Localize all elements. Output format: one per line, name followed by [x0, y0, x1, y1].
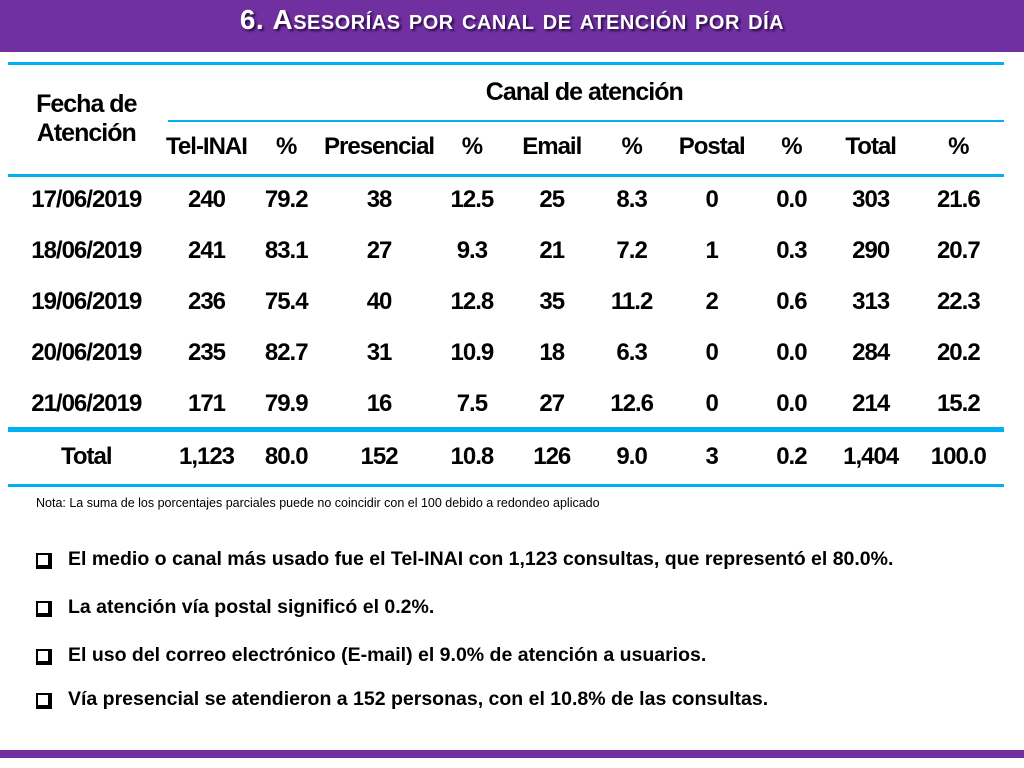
bullet-item [36, 596, 434, 619]
column-header: % [276, 133, 297, 160]
table-cell: 9.0 [616, 443, 647, 470]
table-cell: 40 [366, 287, 392, 315]
bullet-text: El uso del correo electrónico (E-mail) el 9.0% de atención a usuarios. [68, 644, 707, 666]
table-cell: 35 [539, 287, 565, 315]
table-cell: 0.6 [776, 287, 807, 315]
table-cell: 8.3 [616, 185, 647, 213]
table-cell: 22.3 [936, 287, 980, 315]
bullet-text: La atención vía postal significó el 0.2%. [68, 596, 435, 618]
date-cell: 17/06/2019 [31, 185, 142, 213]
page-title [0, 4, 1024, 36]
table-cell: 2 [705, 287, 718, 315]
table-cell: 38 [366, 185, 392, 213]
table-row [8, 174, 1004, 225]
date-column-header: Fecha de Atención [36, 90, 137, 147]
bullet-text: El medio o canal más usado fue el Tel-INAI con 1,123 consultas, que representó el 80.0%. [68, 548, 894, 570]
table-cell: Total [61, 443, 112, 470]
table-cell: 0.0 [776, 338, 807, 366]
table-cell: 20.7 [936, 236, 980, 264]
table-row [8, 327, 1004, 378]
table-cell: 3 [705, 443, 718, 470]
table-cell: 313 [852, 287, 890, 315]
table-cell: 15.2 [936, 389, 980, 417]
table-row [8, 276, 1004, 327]
bullet-item [36, 688, 768, 711]
table-cell: 0 [705, 389, 718, 417]
table-cell: 1,123 [178, 443, 235, 470]
column-header: % [621, 133, 642, 160]
data-table [8, 64, 1004, 485]
table-cell: 79.2 [264, 185, 308, 213]
table-cell: 27 [539, 389, 565, 417]
title-text: Asesorías por canal de atención por día [272, 4, 785, 35]
table-cell: 171 [187, 389, 226, 417]
table-cell: 0.3 [776, 236, 807, 264]
date-cell: 19/06/2019 [31, 287, 142, 315]
bullet-item [36, 548, 893, 571]
column-header: Presencial [324, 133, 435, 160]
date-cell: 21/06/2019 [31, 389, 142, 417]
column-header: Email [522, 133, 582, 160]
table-cell: 284 [852, 338, 890, 366]
table-cell: 100.0 [930, 443, 986, 470]
table-cell: 241 [187, 236, 226, 264]
date-cell: 20/06/2019 [31, 338, 142, 366]
footer-bar [0, 750, 1024, 758]
table-cell: 0.0 [776, 389, 807, 417]
table-cell: 240 [187, 185, 226, 213]
table-cell: 236 [187, 287, 226, 315]
table-cell: 10.9 [450, 338, 494, 366]
table-cell: 27 [366, 236, 392, 264]
table-cell: 235 [187, 338, 226, 366]
channel-group-header: Canal de atención [485, 77, 683, 106]
total-row [8, 429, 1004, 485]
column-header: Tel-INAI [166, 133, 247, 160]
table-cell: 82.7 [264, 338, 308, 366]
table-cell: 6.3 [616, 338, 647, 366]
checkbox-bullet-icon [36, 693, 50, 707]
table-cell: 12.6 [610, 389, 653, 417]
checkbox-bullet-icon [36, 601, 50, 615]
table-cell: 0.2 [776, 443, 807, 470]
table-cell: 21.6 [936, 185, 980, 213]
table-cell: 18 [539, 338, 565, 366]
table-cell: 290 [852, 236, 890, 264]
table-cell: 25 [539, 185, 565, 213]
checkbox-bullet-icon [36, 553, 50, 567]
column-header: Total [845, 133, 896, 160]
table-cell: 12.5 [450, 185, 494, 213]
column-header: Postal [678, 133, 745, 160]
table-cell: 79.9 [264, 389, 308, 417]
table-cell: 126 [533, 443, 571, 470]
footnote: Nota: La suma de los porcentajes parciales puede no coincidir con el 100 debido a redondeo aplicado [36, 496, 600, 510]
table-cell: 7.5 [456, 389, 488, 417]
bullet-text: Vía presencial se atendieron a 152 personas, con el 10.8% de las consultas. [68, 688, 769, 710]
table-row [8, 225, 1004, 276]
table-cell: 31 [366, 338, 392, 366]
table-cell: 7.2 [616, 236, 647, 264]
table-cell: 21 [539, 236, 565, 264]
table-cell: 10.8 [450, 443, 494, 470]
bullet-item [36, 644, 706, 667]
table-cell: 1 [705, 236, 718, 264]
table-cell: 0.0 [776, 185, 807, 213]
checkbox-bullet-icon [36, 649, 50, 663]
table-cell: 12.8 [450, 287, 494, 315]
table-cell: 20.2 [936, 338, 980, 366]
table-cell: 303 [852, 185, 890, 213]
table-cell: 80.0 [264, 443, 308, 470]
table-cell: 83.1 [264, 236, 308, 264]
table-cell: 0 [705, 338, 718, 366]
column-header: % [781, 133, 802, 160]
column-header: % [461, 133, 483, 160]
date-cell: 18/06/2019 [31, 236, 142, 264]
column-header: % [948, 133, 969, 160]
table-cell: 9.3 [456, 236, 488, 264]
table-cell: 75.4 [264, 287, 308, 315]
table-cell: 1,404 [843, 443, 899, 470]
table-cell: 152 [360, 443, 398, 470]
table-cell: 0 [705, 185, 718, 213]
table-cell: 11.2 [610, 287, 653, 315]
title-number: 6. [239, 4, 265, 35]
table-row [8, 378, 1004, 429]
table-cell: 214 [852, 389, 890, 417]
table-cell: 16 [366, 389, 392, 417]
